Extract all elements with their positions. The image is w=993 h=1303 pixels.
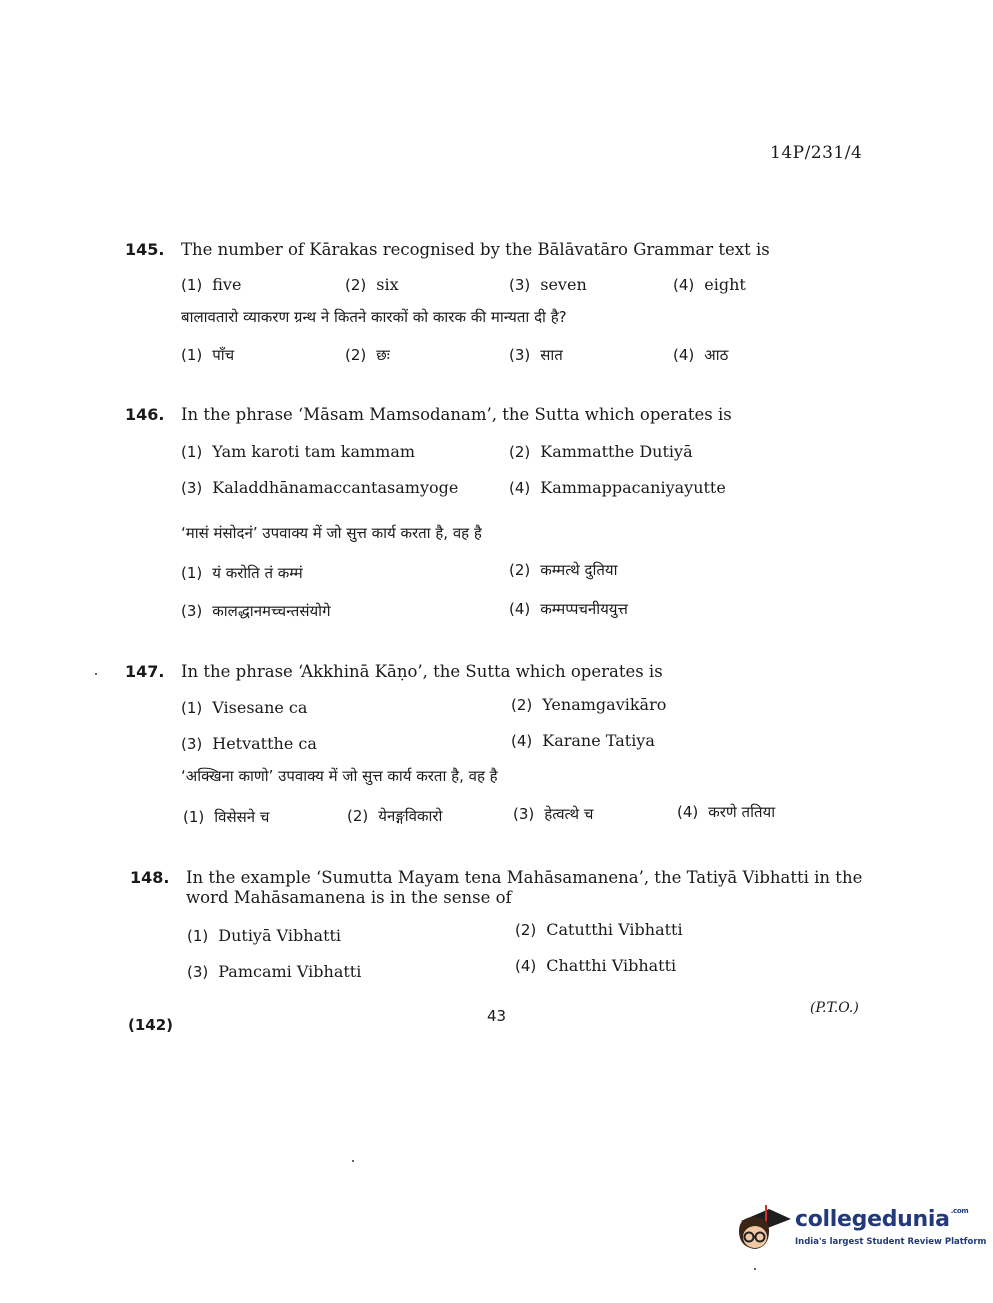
option-3-hi xyxy=(509,345,563,365)
option-text: eight xyxy=(704,275,746,294)
option-number: (4) xyxy=(677,803,699,821)
question-number: 147. xyxy=(125,662,165,681)
option-number: (3) xyxy=(509,276,531,294)
option-text: Pamcami Vibhatti xyxy=(218,962,362,981)
option-3 xyxy=(181,478,458,497)
option-number: (3) xyxy=(513,805,535,823)
question-text-hi: ‘अक्खिना काणो’ उपवाक्य में जो सुत्त कार्य करता है, वह है xyxy=(181,767,498,785)
option-text: Yam karoti tam kammam xyxy=(212,442,416,461)
option-2-hi xyxy=(509,560,618,580)
option-number: (3) xyxy=(181,479,203,497)
logo-tagline: India's largest Student Review Platform xyxy=(795,1237,987,1247)
option-text: करणे ततिया xyxy=(708,803,776,821)
option-text: कम्मत्थे दुतिया xyxy=(540,561,618,579)
option-text: Yenamgavikāro xyxy=(542,695,667,714)
option-1 xyxy=(181,442,415,461)
option-1-hi xyxy=(183,807,269,827)
option-text: Chatthi Vibhatti xyxy=(546,956,677,975)
paper-code: 14P/231/4 xyxy=(770,143,863,163)
question-number: 148. xyxy=(130,868,170,887)
option-number: (2) xyxy=(511,696,533,714)
option-1 xyxy=(181,698,307,717)
option-2 xyxy=(515,920,683,939)
option-number: (4) xyxy=(515,957,537,975)
option-number: (4) xyxy=(509,479,531,497)
option-text: कम्मप्पचनीययुत्त xyxy=(540,600,628,618)
question-text-hi: बालावतारो व्याकरण ग्रन्थ ने कितने कारकों को कारक की मान्यता दी है? xyxy=(181,308,567,326)
option-number: (2) xyxy=(347,807,369,825)
option-text: six xyxy=(376,275,399,294)
option-number: (1) xyxy=(183,808,205,826)
option-text: Kammatthe Dutiyā xyxy=(540,442,693,461)
option-number: (4) xyxy=(673,346,695,364)
option-text: seven xyxy=(540,275,587,294)
option-text: छः xyxy=(376,346,390,364)
logo-name-text: collegedunia xyxy=(795,1207,950,1232)
option-text: Dutiyā Vibhatti xyxy=(218,926,342,945)
option-text: Kammappacaniyayutte xyxy=(540,478,726,497)
option-text: Visesane ca xyxy=(212,698,308,717)
option-number: (2) xyxy=(509,561,531,579)
question-number: 145. xyxy=(125,240,165,259)
collegedunia-logo xyxy=(735,1195,987,1261)
option-number: (1) xyxy=(181,276,203,294)
option-text: Hetvatthe ca xyxy=(212,734,317,753)
option-3 xyxy=(509,275,587,294)
question-text-en: In the phrase ‘Akkhinā Kāṇo’, the Sutta which operates is xyxy=(181,662,663,681)
option-3 xyxy=(181,734,317,753)
option-1-hi xyxy=(181,345,234,365)
stray-mark xyxy=(754,1268,756,1270)
option-number: (4) xyxy=(673,276,695,294)
option-4-hi xyxy=(677,802,775,822)
option-number: (4) xyxy=(509,600,531,618)
option-3 xyxy=(187,962,361,981)
option-4 xyxy=(511,731,655,750)
option-3-hi xyxy=(513,804,593,824)
page-number: 43 xyxy=(487,1007,507,1025)
option-number: (3) xyxy=(181,735,203,753)
logo-suffix: .com xyxy=(950,1207,969,1215)
option-4 xyxy=(673,275,746,294)
option-2-hi xyxy=(347,806,442,826)
option-number: (3) xyxy=(181,602,203,620)
option-number: (1) xyxy=(187,927,209,945)
question-number: 146. xyxy=(125,405,165,424)
question-text-en: In the phrase ‘Māsam Mamsodanam’, the Sutta which operates is xyxy=(181,405,732,424)
option-text: यं करोति तं कम्मं xyxy=(212,564,303,582)
option-text: पाँच xyxy=(212,346,235,364)
option-2 xyxy=(345,275,399,294)
pto-label: (P.T.O.) xyxy=(810,1000,859,1016)
question-text-en: In the example ‘Sumutta Mayam tena Mahāsamanena’, the Tatiyā Vibhatti in the word Mahāsamanena is in the sense of xyxy=(186,868,863,907)
option-1 xyxy=(187,926,341,945)
option-text: आठ xyxy=(704,346,729,364)
option-2 xyxy=(511,695,666,714)
option-4 xyxy=(515,956,676,975)
logo-wordmark xyxy=(795,1207,968,1232)
option-number: (2) xyxy=(515,921,537,939)
option-number: (1) xyxy=(181,346,203,364)
option-text: सात xyxy=(540,346,563,364)
option-number: (2) xyxy=(345,276,367,294)
option-text: येनङ्गविकारो xyxy=(378,807,443,825)
option-number: (1) xyxy=(181,443,203,461)
option-2-hi xyxy=(345,345,390,365)
option-text: Kaladdhānamaccantasamyoge xyxy=(212,478,459,497)
option-text: Catutthi Vibhatti xyxy=(546,920,683,939)
option-4 xyxy=(509,478,726,497)
stray-mark xyxy=(352,1160,354,1162)
option-4-hi xyxy=(509,599,628,619)
option-text: विसेसने च xyxy=(214,808,270,826)
option-text: five xyxy=(212,275,242,294)
option-number: (1) xyxy=(181,564,203,582)
option-3-hi xyxy=(181,601,331,621)
option-1 xyxy=(181,275,241,294)
option-number: (3) xyxy=(187,963,209,981)
option-4-hi xyxy=(673,345,728,365)
stray-mark xyxy=(95,673,97,675)
option-number: (2) xyxy=(509,443,531,461)
option-text: हेत्वत्थे च xyxy=(544,805,594,823)
option-number: (1) xyxy=(181,699,203,717)
option-number: (3) xyxy=(509,346,531,364)
mascot-icon xyxy=(735,1195,793,1257)
option-2 xyxy=(509,442,693,461)
footer-code: (142) xyxy=(128,1016,174,1034)
question-text-hi: ‘मासं मंसोदनं’ उपवाक्य में जो सुत्त कार्य करता है, वह है xyxy=(181,524,482,542)
option-text: Karane Tatiya xyxy=(542,731,655,750)
option-number: (2) xyxy=(345,346,367,364)
option-number: (4) xyxy=(511,732,533,750)
option-1-hi xyxy=(181,563,303,583)
option-text: कालद्धानमच्चन्तसंयोगे xyxy=(212,602,331,620)
question-text-en: The number of Kārakas recognised by the Bālāvatāro Grammar text is xyxy=(181,240,770,259)
